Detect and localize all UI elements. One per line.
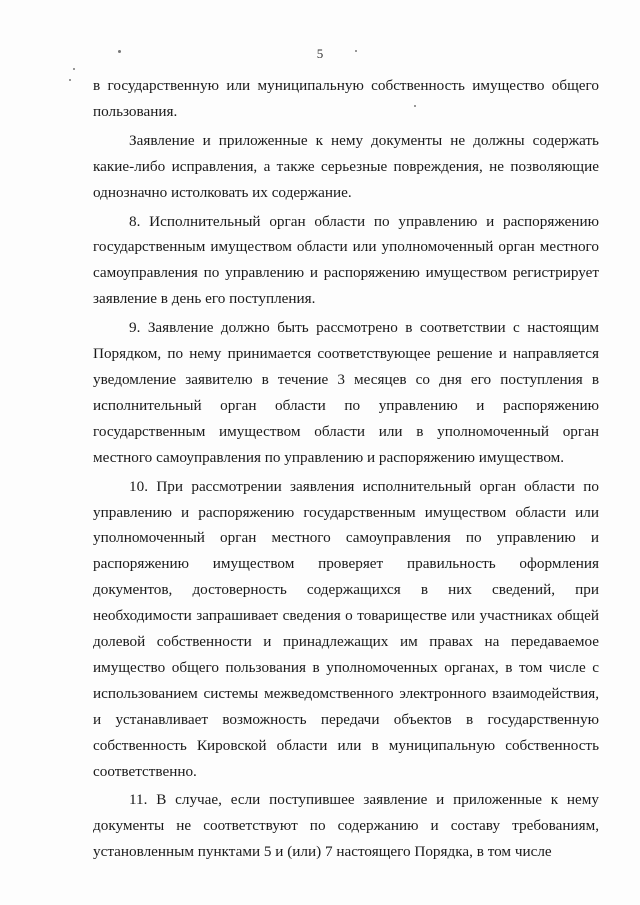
scan-speck (73, 68, 75, 70)
paragraph-item-8: 8. Исполнительный орган области по управлению и распоряжению государственным имуществом области или уполномоченный орган местного самоуправления по управлению и распоряжению имуществом регистрирует заявление в день его поступления. (93, 212, 599, 308)
paragraph-item-11: 11. В случае, если поступившее заявление и приложенные к нему документы не соответствуют по содержанию и составу требованиям, установленным пунктами 5 и (или) 7 настоящего Порядка, в том числе (93, 791, 599, 861)
paragraph: Заявление и приложенные к нему документы не должны содержать какие-либо исправления, а также серьезные повреждения, не позволяющие однозначно истолковать их содержание. (93, 131, 599, 201)
paragraph-item-10: 10. При рассмотрении заявления исполнительный орган области по управлению и распоряжению государственным имуществом области или уполномоченный орган местного самоуправления по управлению и распоряжению имуществом проверяет правильность оформления документов, достоверность содержащихся в них сведений, при необходимости запрашивает сведения о товариществе или участниках общей долевой собственности и принадлежащих им правах на передаваемое имущество общего пользования в уполномоченных органах, в том числе с использованием системы межведомственного электронного взаимодействия, и устанавливает возможность передачи объектов в государственную собственность Кировской области или в муниципальную собственность соответственно. (93, 477, 599, 780)
scan-speck (355, 50, 357, 52)
scan-speck (118, 50, 121, 53)
paragraph-continuation: в государственную или муниципальную собственность имущество общего пользования. (93, 77, 599, 120)
page-number: 5 (316, 46, 324, 61)
document-body (93, 73, 599, 865)
paragraph-item-9: 9. Заявление должно быть рассмотрено в соответствии с настоящим Порядком, по нему принимается соответствующее решение и направляется уведомление заявителю в течение 3 месяцев со дня его поступления в исполнительный орган области по управлению и распоряжению государственным имуществом области или в уполномоченный орган местного самоуправления по управлению и распоряжению имуществом. (93, 319, 599, 466)
scan-speck (69, 79, 71, 81)
